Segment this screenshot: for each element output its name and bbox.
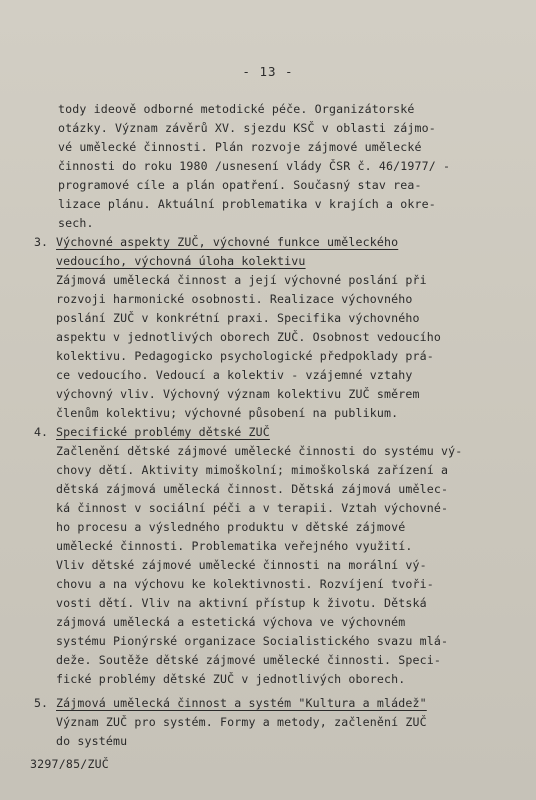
section-body-line: ho procesu a výsledného produktu v dětské zájmové [56,520,406,534]
section-body-line: aspektu v jednotlivých oborech ZUČ. Osobnost vedoucího [56,330,442,344]
intro-line: otázky. Význam závěrů XV. sjezdu KSČ v oblasti zájmo- [58,121,436,135]
section-body-line: vosti dětí. Vliv na aktivní přístup k životu. Dětská [56,596,427,610]
section-heading: Zájmová umělecká činnost a systém "Kultura a mládež" [56,696,427,710]
section-body-line: umělecké činnosti. Problematika veřejného využití. [56,539,413,553]
section-heading: Výchovné aspekty ZUČ, výchovné funkce uměleckého [56,235,399,249]
section-body-line: rozvoji harmonické osobnosti. Realizace výchovného [56,292,413,306]
section-body-line: dětská zájmová umělecká činnost. Dětská zájmová umělec- [56,482,449,496]
section-body-line: Vliv dětské zájmové umělecké činnosti na morální vý- [56,558,427,572]
section-number: 3. [34,235,48,249]
intro-line: sech. [58,216,94,230]
archive-code: 3297/85/ZUČ [30,757,109,771]
page-number: - 13 - [242,64,294,79]
section-body-line: ká činnost v sociální péči a v terapii. Vztah výchovné- [56,501,449,515]
section-number: 4. [34,425,48,439]
section-body-line: zájmová umělecká a estetická výchova ve výchovném [56,615,406,629]
intro-line: tody ideově odborné metodické péče. Organizátorské [58,102,415,116]
section-body-line: chovy dětí. Aktivity mimoškolní; mimoškolská zařízení a [56,463,449,477]
section-body-line: poslání ZUČ v konkrétní praxi. Specifika výchovného [56,311,420,325]
section-heading: Specifické problémy dětské ZUČ [56,425,270,439]
section-body-line: Význam ZUČ pro systém. Formy a metody, začlenění ZUČ [56,715,427,729]
section-body-line: ce vedoucího. Vedoucí a kolektiv - vzájemné vztahy [56,368,413,382]
section-body-line: výchovný vliv. Výchovný význam kolektivu ZUČ směrem [56,387,420,401]
section-body-line: Zájmová umělecká činnost a její výchovné poslání při [56,273,427,287]
section-heading: vedoucího, výchovná úloha kolektivu [56,254,306,268]
section-body-line: Začlenění dětské zájmové umělecké činnosti do systému vý- [56,444,463,458]
intro-line: programové cíle a plán opatření. Současný stav rea- [58,178,422,192]
intro-line: lizace plánu. Aktuální problematika v krajích a okre- [58,197,436,211]
section-body-line: kolektivu. Pedagogicko psychologické předpoklady prá- [56,349,434,363]
section-body-line: systému Pionýrské organizace Socialistického svazu mlá- [56,634,449,648]
section-body-line: členům kolektivu; výchovné působení na publikum. [56,406,399,420]
section-body-line: deže. Soutěže dětské zájmové umělecké činnosti. Speci- [56,653,442,667]
section-number: 5. [34,696,48,710]
section-body-line: chovu a na výchovu ke kolektivnosti. Rozvíjení tvoři- [56,577,434,591]
section-body-line: do systému [56,734,128,748]
section-body-line: fické problémy dětské ZUČ v jednotlivých oborech. [56,672,406,686]
intro-line: vé umělecké činnosti. Plán rozvoje zájmové umělecké [58,140,422,154]
intro-line: činnosti do roku 1980 /usnesení vlády ČSR č. 46/1977/ - [58,159,451,173]
